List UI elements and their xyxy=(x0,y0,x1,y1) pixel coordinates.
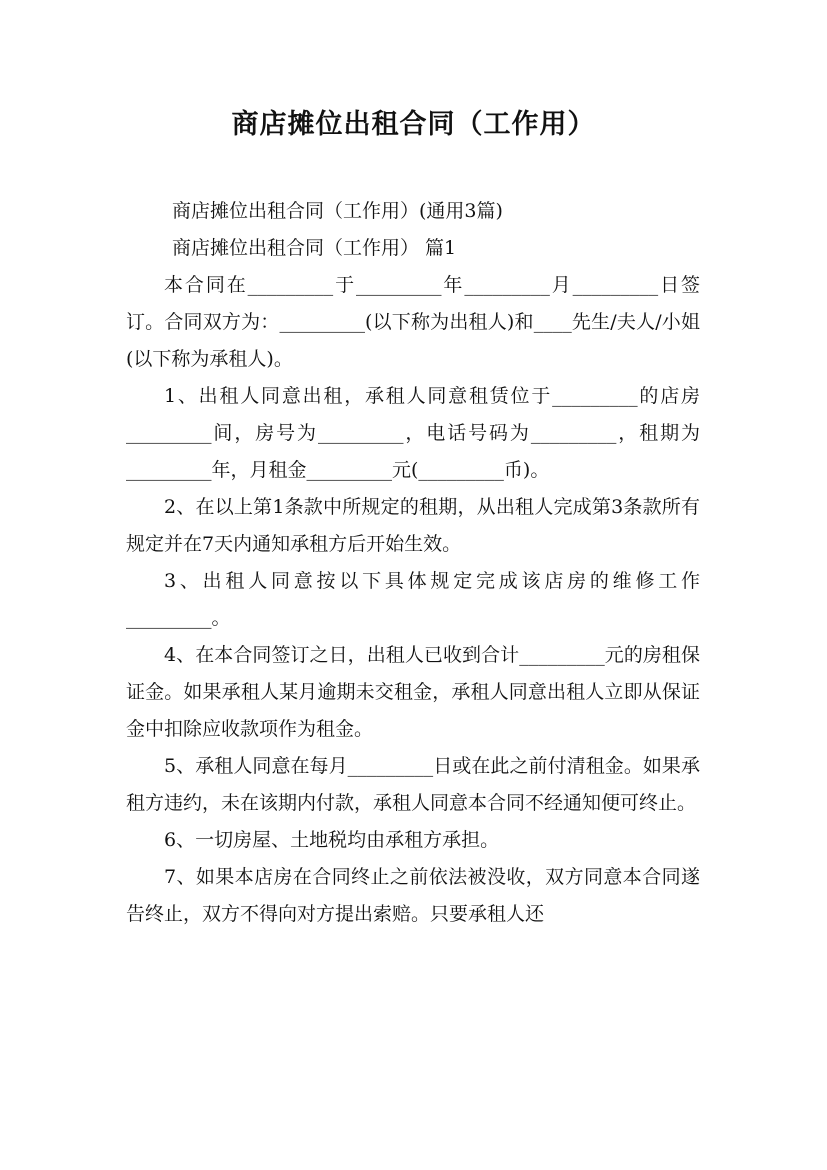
paragraph-clause-6: 6、一切房屋、土地税均由承租方承担。 xyxy=(164,829,500,851)
paragraph-clause-1: 1、出租人同意出租，承租人同意租赁位于_________的店房_________间，房号为_________，电话号码为_________，租期为_________年，月租金_________元(_________币)。 xyxy=(126,385,700,481)
document-body xyxy=(126,193,700,933)
document-title: 商店摊位出租合同（工作用） xyxy=(231,109,596,140)
paragraph-clause-2: 2、在以上第1条款中所规定的租期，从出租人完成第3条款所有规定并在7天内通知承租方后开始生效。 xyxy=(126,496,700,555)
section-heading: 商店摊位出租合同（工作用） 篇1 xyxy=(172,237,457,259)
paragraph-clause-5: 5、承租人同意在每月_________日或在此之前付清租金。如果承租方违约，未在该期内付款，承租人同意本合同不经通知便可终止。 xyxy=(126,755,700,814)
paragraph-clause-7: 7、如果本店房在合同终止之前依法被没收，双方同意本合同遂告终止，双方不得向对方提出索赔。只要承租人还 xyxy=(126,866,700,925)
document-subtitle: 商店摊位出租合同（工作用）(通用3篇) xyxy=(172,200,503,222)
paragraph-clause-3: 3、出租人同意按以下具体规定完成该店房的维修工作_________。 xyxy=(126,570,700,629)
paragraph-intro: 本合同在_________于_________年_________月_________日签订。合同双方为：_________(以下称为出租人)和____先生/夫人/小姐(以下称为承租人)。 xyxy=(126,274,700,370)
paragraph-clause-4: 4、在本合同签订之日，出租人已收到合计_________元的房租保证金。如果承租人某月逾期未交租金，承租人同意出租人立即从保证金中扣除应收款项作为租金。 xyxy=(126,644,700,740)
